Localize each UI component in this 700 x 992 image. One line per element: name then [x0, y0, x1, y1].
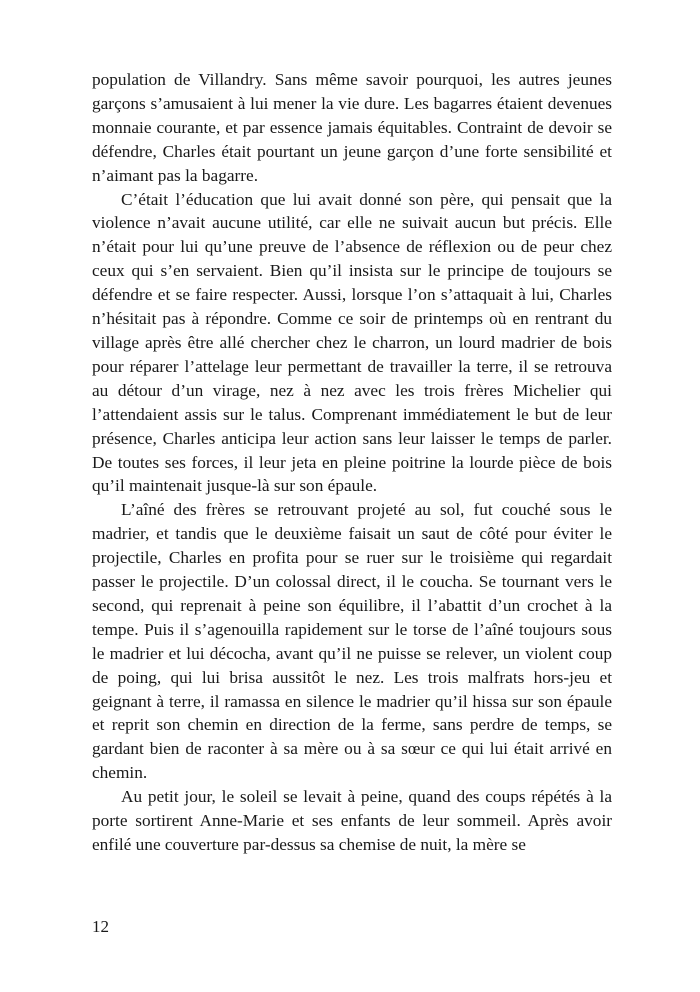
page-body [92, 68, 612, 857]
paragraph-morning: Au petit jour, le soleil se levait à peine, quand des coups répétés à la porte sortirent Anne-Marie et ses enfants de leur sommeil. Après avoir enfilé une couverture par-dessus sa chemise de nuit, la mère se [92, 787, 612, 854]
paragraph-continuation: population de Villandry. Sans même savoir pourquoi, les autres jeunes garçons s’amusaient à lui mener la vie dure. Les bagarres étaient devenues monnaie courante, et par essence jamais équitables. Contraint de devoir se défendre, Charles était pourtant un jeune garçon d’une forte sensibilité et n’aimant pas la bagarre. [92, 70, 612, 185]
paragraph-education: C’était l’éducation que lui avait donné son père, qui pensait que la violence n’avait aucune utilité, car elle ne suivait aucun but précis. Elle n’était pour lui qu’une preuve de l’absence de réflexion ou de peur chez ceux qui s’en servaient. Bien qu’il insista sur le principe de toujours se défendre et se faire respecter. Aussi, lorsque l’on s’attaquait à lui, Charles n’hésitait pas à répondre. Comme ce soir de printemps où en rentrant du village après être allé chercher chez le charron, un lourd madrier de bois pour réparer l’attelage leur permettant de travailler la terre, il se retrouva au détour d’un virage, nez à nez avec les trois frères Michelier qui l’attendaient assis sur le talus. Comprenant immédiatement le but de leur présence, Charles anticipa leur action sans leur laisser le temps de parler. De toutes ses forces, il leur jeta en pleine poitrine la lourde pièce de bois qu’il maintenait jusque-là sur son épaule. [92, 189, 612, 496]
paragraph-fight: L’aîné des frères se retrouvant projeté au sol, fut couché sous le madrier, et tandis que le deuxième faisait un saut de côté pour éviter le projectile, Charles en profita pour se ruer sur le troisième qui regardait passer le projectile. D’un colossal direct, il le coucha. Se tournant vers le second, qui reprenait à peine son équilibre, il l’abattit d’un crochet à la tempe. Puis il s’agenouilla rapidement sur le torse de l’aîné toujours sous le madrier et lui décocha, avant qu’il ne puisse se relever, un violent coup de poing, qui lui brisa aussitôt le nez. Les trois malfrats hors-jeu et geignant à terre, il ramassa en silence le madrier qu’il hissa sur son épaule et reprit son chemin en direction de la ferme, sans perdre de temps, se gardant bien de raconter à sa mère ou à sa sœur ce qui lui était arrivé en chemin. [92, 500, 612, 783]
page-number: 12 [92, 917, 109, 936]
